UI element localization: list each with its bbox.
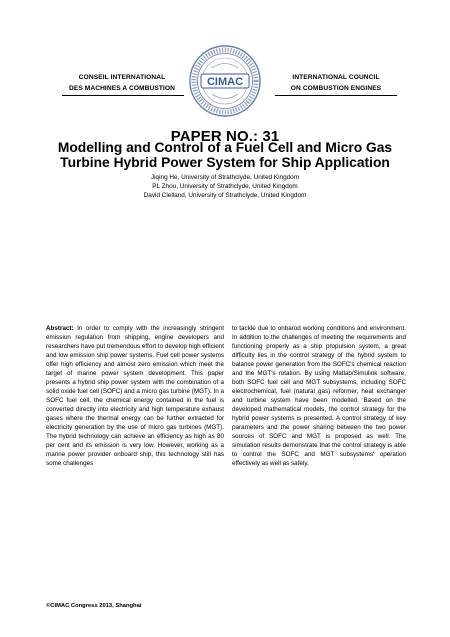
abstract-text-left: In order to comply with the increasingly stringent emission regulation from shipping, engine developers and researchers have put tremendous effort to develop high efficient and low emission ship power systems. Fuel cell power systems offer high efficiency and almost zero emission which meet the target of marine power system development. This paper presents a hybrid ship power system with the combination of a solid oxide fuel cell (SOFC) and a micro gas turbine (MGT). In a SOFC fuel cell, the chemical energy contained in the fuel is converted directly into electricity and high temperature exhaust gases where the thermal energy can be further extracted for electricity generation by the use of micro gas turbines (MGT). The hybrid technology can achieve an efficiency as high as 80 per cent and its emission is very low. However, working as a marine power provider onboard ship, this technology still has some challenges: [46, 325, 225, 467]
abstract-label: Abstract:: [46, 325, 74, 332]
left-org-line2: DES MACHINES A COMBUSTION: [68, 85, 176, 92]
author-2: PL Zhou, University of Strathclyde, United Kingdom: [152, 183, 298, 190]
abstract-right-column: [232, 324, 406, 468]
title-line-2: Turbine Hybrid Power System for Ship Application: [60, 155, 390, 170]
abstract-left-column: [46, 324, 224, 468]
logo-text: CIMAC: [206, 76, 244, 88]
paper-title: [20, 140, 430, 170]
right-org-divider: [275, 95, 397, 96]
cimac-logo: [188, 44, 262, 118]
title-line-1: Modelling and Control of a Fuel Cell and Micro Gas: [57, 140, 393, 155]
author-list: [0, 173, 450, 200]
paper-number: PAPER NO.: 31: [170, 128, 280, 145]
left-organization-name: [62, 72, 182, 96]
abstract-text-right: to tackle due to onbarod working conditions and environment. In addition to the challenges of meeting the requirements and functioning properly as a ship propulsion system, a great difficulty lies in the control strategy of the hybrid system to balance power generation from the SOFC's chemical reaction and the MGT's rotation. By using Matlab/Simulink software, both SOFC fuel cell and MGT subsystems, including SOFC electrochemical, fuel (natural gas) reformer, heat exchanger and turbine system have been modelled. Based on the developed mathematical models, the control strategy for the hybrid power systems is presented. A control strategy of key parameters and the power sharing between the two power sources of SOFC and MGT is proposed as well. The simulation results demonstrate that the control strategy is able to control the SOFC and MGT subsystems' operation effectively as well as safely.: [232, 325, 406, 467]
left-org-divider: [62, 95, 184, 96]
left-org-line1: CONSEIL INTERNATIONAL: [78, 74, 166, 81]
right-org-line1: INTERNATIONAL COUNCIL: [292, 74, 380, 81]
author-3: David Clelland, University of Strathclyde, United Kingdom: [143, 192, 307, 199]
right-organization-name: [272, 72, 400, 96]
right-org-line2: ON COMBUSTION ENGINES: [290, 85, 382, 92]
footer-copyright: ©CIMAC Congress 2013, Shanghai: [46, 603, 142, 609]
author-1: Jiqing He, University of Strathclyde, United Kingdom: [150, 174, 300, 181]
